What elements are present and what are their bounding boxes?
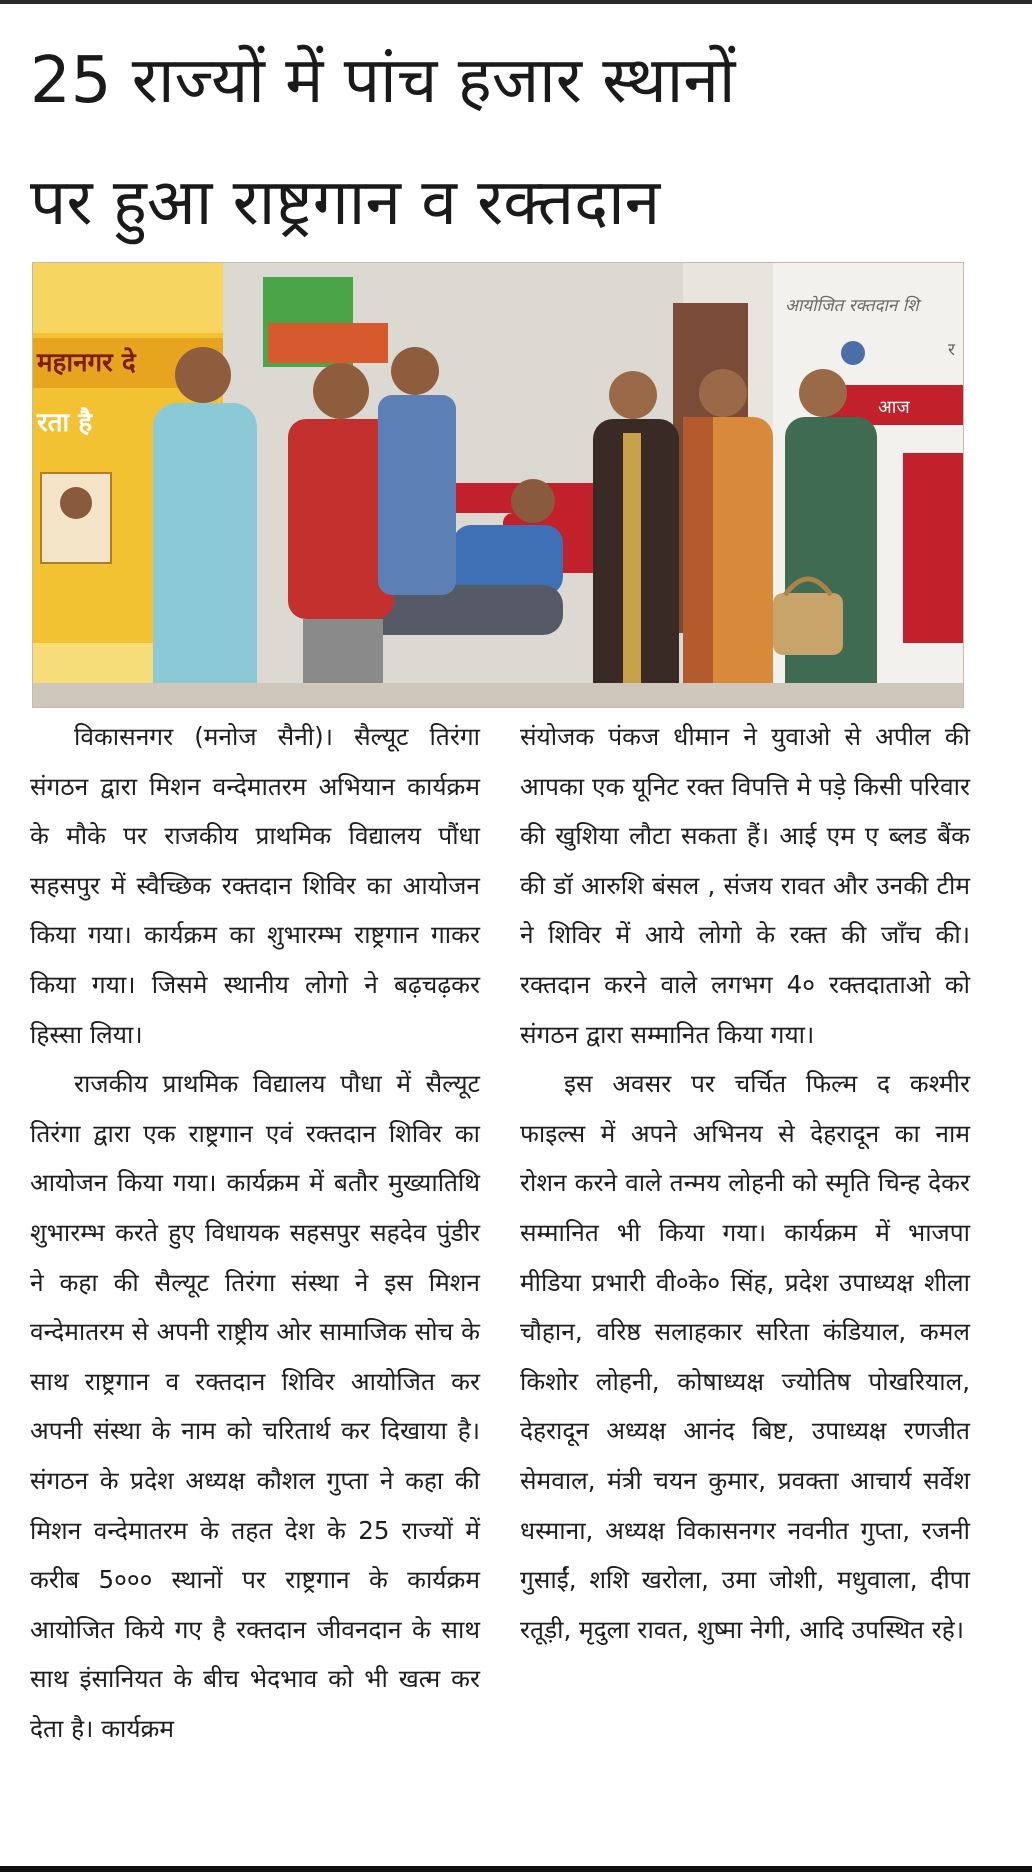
photo-banner-left-header xyxy=(33,263,223,333)
article-column-left xyxy=(30,712,480,1753)
photo-red-box xyxy=(268,323,388,363)
article-left-paragraph-2: राजकीय प्राथमिक विद्यालय पौधा में सैल्यूट तिरंगा द्वारा एक राष्ट्रगान एवं रक्तदान शिविर का आयोजन किया गया। कार्यक्रम में बतौर मुख्यातिथि शुभारम्भ करते हुए विधायक सहसपुर सहदेव पुंडीर ने कहा की सैल्यूट तिरंगा संस्था ने इस मिशन वन्देमातरम से अपनी राष्ट्रीय ओर सामाजिक सोच के साथ राष्ट्रगान व रक्तदान शिविर आयोजित कर अपनी संस्था के नाम को चरितार्थ कर दिखाया है। संगठन के प्रदेश अध्यक्ष कौशल गुप्ता ने कहा की मिशन वन्देमातरम के तहत देश के 25 राज्यों में करीब 5००० स्थानों पर राष्ट्रगान के कार्यक्रम आयोजित किये गए है रक्तदान जीवनदान के साथ साथ इंसानियत के बीच भेदभाव को भी खत्म कर देता है। कार्यक्रम xyxy=(30,1069,480,1743)
photo-person-6-head xyxy=(799,369,847,417)
photo-banner-portrait-face xyxy=(60,487,92,519)
article-right-paragraph-1: संयोजक पंकज धीमान ने युवाओ से अपील की आपका एक यूनिट रक्त विपत्ति मे पड़े किसी परिवार की खुशिया लौटा सकता हैं। आई एम ए ब्लड बैंक की डॉ आरुशि बंसल , संजय रावत और उनकी टीम ने शिविर में आये लोगो के रक्त की जाँच की। रक्तदान करने वाले लगभग 4० रक्तदाताओ को संगठन द्वारा सम्मानित किया गया। xyxy=(520,722,970,1049)
photo-floor xyxy=(33,683,963,707)
photo-person-6-saree xyxy=(785,417,877,707)
photo-banner-right-red-text: आज xyxy=(878,397,910,418)
photo-person-5-head xyxy=(699,369,747,417)
headline xyxy=(30,20,1010,264)
photo-handbag xyxy=(773,593,843,655)
article-right-paragraph-2: इस अवसर पर चर्चित फिल्म द कश्मीर फाइल्स में अपने अभिनय से देहरादून का नाम रोशन करने वाले तन्मय लोहनी को स्मृति चिन्ह देकर सम्मानित भी किया गया। कार्यक्रम में भाजपा मीडिया प्रभारी वी०के० सिंह, प्रदेश उपाध्यक्ष शीला चौहान, वरिष्ठ सलाहकार सरिता कंडियाल, कमल किशोर लोहनी, कोषाध्यक्ष ज्योतिष पोखरियाल, देहरादून अध्यक्ष आनंद बिष्ट, उपाध्यक्ष रणजीत सेमवाल, मंत्री चयन कुमार, प्रवक्ता आचार्य सर्वेश धस्माना, अध्यक्ष विकासनगर नवनीत गुप्ता, रजनी गुसाईं, शशि खरोला, उमा जोशी, मधुवाला, दीपा रतूड़ी, मृदुला रावत, शुष्मा नेगी, आदि उपस्थित रहे। xyxy=(520,1069,970,1644)
photo-illustration xyxy=(33,263,963,707)
bottom-rule xyxy=(0,1866,1032,1872)
photo-person-4-saree-border xyxy=(623,433,641,703)
headline-line-2: पर हुआ राष्ट्रगान व रक्तदान xyxy=(30,166,661,240)
photo-person-4-head xyxy=(609,371,657,419)
headline-line-1: 25 राज्यों में पांच हजार स्थानों xyxy=(30,44,736,118)
photo-person-3-shirt xyxy=(378,395,456,595)
news-photo xyxy=(32,262,964,708)
photo-person-3-head xyxy=(391,347,439,395)
photo-donor-shirt xyxy=(453,525,563,595)
photo-person-1-head xyxy=(175,347,231,403)
photo-wheelchair-icon xyxy=(841,341,865,365)
article-left-paragraph-1: विकासनगर (मनोज सैनी)। सैल्यूट तिरंगा संगठन द्वारा मिशन वन्देमातरम अभियान कार्यक्रम के मौके पर राजकीय प्राथमिक विद्यालय पौंधा सहसपुर में स्वैच्छिक रक्तदान शिविर का आयोजन किया गया। कार्यक्रम का शुभारम्भ राष्ट्रगान गाकर किया गया। जिसमे स्थानीय लोगो ने बढ़चढ़कर हिस्सा लिया। xyxy=(30,722,480,1049)
photo-donor-head xyxy=(511,479,555,523)
photo-person-1-kurta xyxy=(153,403,257,707)
photo-red-cabinet xyxy=(903,453,963,643)
photo-person-5-saree-pallu xyxy=(683,417,713,707)
article-column-right xyxy=(520,712,970,1654)
photo-banner-left-text: महानगर दे xyxy=(37,348,136,378)
top-rule xyxy=(0,0,1032,4)
photo-banner-right-text: आयोजित रक्तदान शि xyxy=(785,296,919,316)
photo-banner-left-text-2: रता है xyxy=(37,408,93,438)
photo-banner-right-letter: र xyxy=(948,340,955,360)
photo-person-2-head xyxy=(313,363,369,419)
